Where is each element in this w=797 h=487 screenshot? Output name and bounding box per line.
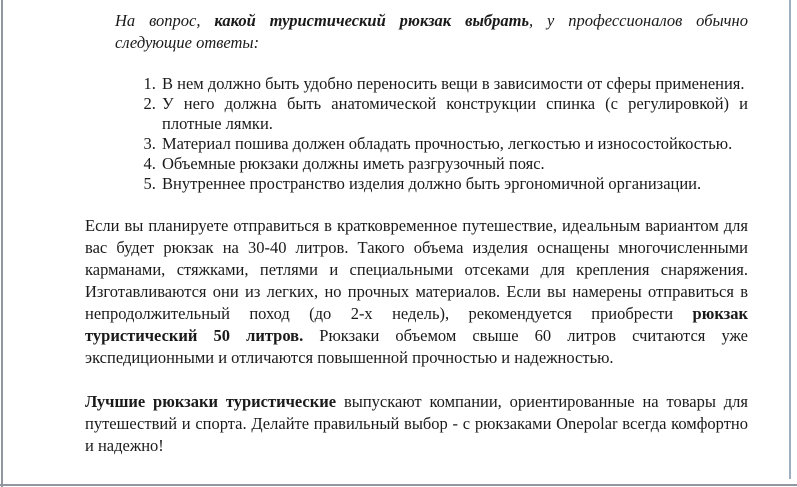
brand-paragraph bbox=[85, 391, 748, 457]
volume-run-lead: Если вы планируете отправиться в кратковременное путешествие, идеальным вариантом для вас будет рюкзак на 30-40 литров. Такого объема изделия оснащены многочисленными карманами, стяжками, петлями и специальными отсеками для крепления снаряжения. Изготавливаются они из легких, но прочных материалов. Если вы намерены отправиться в непродолжительный поход (до 2-х недель), рекомендуется приобрести bbox=[85, 216, 748, 323]
page-border-right bbox=[789, 0, 791, 479]
page-border-left bbox=[1, 0, 3, 487]
list-item: 2. У него должна быть анатомической конструкции спинка (с регулировкой) и плотные лямки. bbox=[160, 94, 748, 134]
brand-run-tail: выпускают компании, ориентированные на товары для путешествий и спорта. Делайте правильный выбор - с рюкзаками Onepolar всегда комфортно и надежно! bbox=[85, 392, 749, 455]
volume-run-tail: Рюкзаки объемом свыше 60 литров считаются уже экспедиционными и отличаются повышенной прочностью и надежностью. bbox=[85, 326, 748, 367]
list-item: 5. Внутреннее пространство изделия должно быть эргономичной организации. bbox=[160, 174, 748, 194]
intro-run-tail: , у профессионалов обычно следующие ответы: bbox=[115, 11, 748, 52]
list-item: 3. Материал пошива должен обладать прочностью, легкостью и износостойкостью. bbox=[160, 134, 748, 154]
advice-list bbox=[85, 74, 748, 194]
intro-run-lead: На вопрос, bbox=[115, 11, 215, 30]
volume-run-bold-50l: рюкзак туристический 50 литров. bbox=[85, 304, 748, 345]
volume-paragraph bbox=[85, 215, 748, 369]
document-page bbox=[85, 10, 748, 457]
list-item: 1. В нем должно быть удобно переносить вещи в зависимости от сферы применения. bbox=[160, 74, 748, 94]
brand-run-bold-lead: Лучшие рюкзаки туристические bbox=[85, 392, 337, 411]
intro-run-bold-question: какой туристический рюкзак выбрать bbox=[214, 11, 530, 30]
list-item: 4. Объемные рюкзаки должны иметь разгрузочный пояс. bbox=[160, 154, 748, 174]
intro-paragraph bbox=[115, 10, 748, 54]
page-border-bottom bbox=[0, 484, 797, 486]
